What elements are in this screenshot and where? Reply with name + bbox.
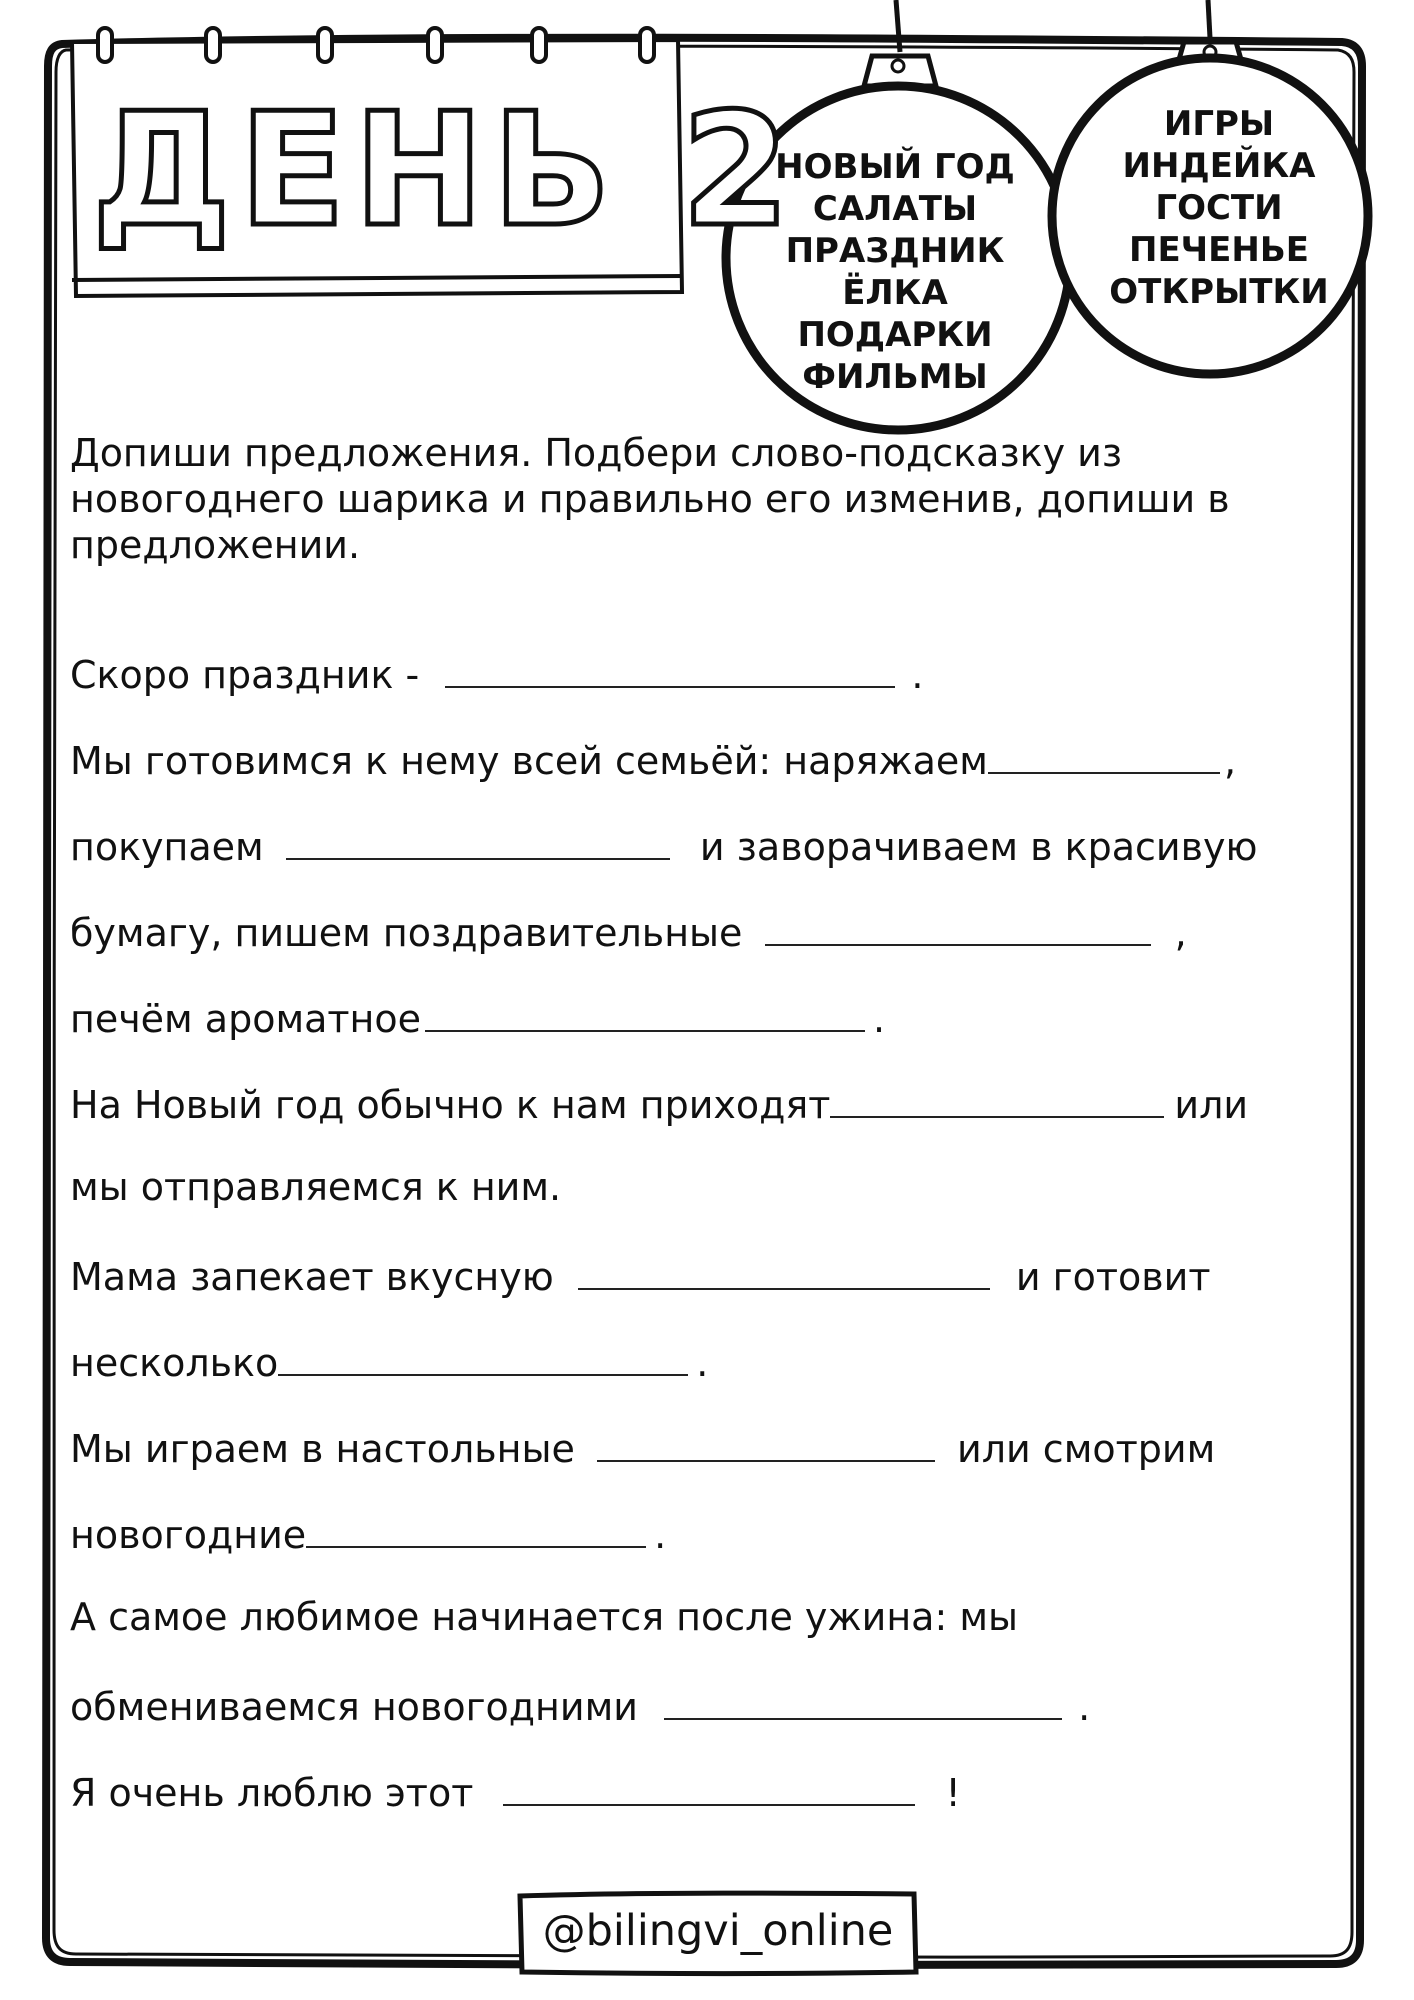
line-text: , [1174, 911, 1187, 955]
exercise-line [70, 1336, 1354, 1386]
line-text: новогодние [70, 1513, 307, 1557]
exercise-line [70, 1766, 1354, 1816]
answer-blank[interactable] [578, 1250, 990, 1290]
exercise-line [70, 1594, 1354, 1640]
line-text: На Новый год обычно к нам приходят [70, 1083, 831, 1127]
line-text: Мама запекает вкусную [70, 1255, 554, 1299]
exercise-line [70, 1508, 1354, 1558]
line-text: . [696, 1341, 709, 1385]
answer-blank[interactable] [988, 734, 1220, 774]
hint-word: ГОСТИ [1155, 188, 1283, 228]
hint-word: САЛАТЫ [812, 189, 978, 229]
author-handle: @bilingvi_online [542, 1906, 894, 1956]
instructions: Допиши предложения. Подбери слово-подсказку из новогоднего шарика и правильно его изменив, допиши в предложении. [70, 431, 1230, 567]
line-text: ! [945, 1771, 961, 1815]
exercise-line [70, 1250, 1354, 1300]
answer-blank[interactable] [503, 1766, 915, 1806]
answer-blank[interactable] [278, 1336, 688, 1376]
day-title: ДЕНЬ 2 [92, 79, 798, 261]
line-text: Мы готовимся к нему всей семьёй: наряжаем [70, 739, 988, 783]
line-text: или смотрим [957, 1427, 1216, 1471]
hint-word: ПОДАРКИ [797, 315, 993, 355]
answer-blank[interactable] [830, 1078, 1164, 1118]
answer-blank[interactable] [286, 820, 670, 860]
line-text: мы отправляемся к ним. [70, 1165, 562, 1209]
line-text: Скоро праздник - [70, 653, 420, 697]
line-text: , [1223, 739, 1237, 783]
hint-word: НОВЫЙ ГОД [775, 147, 1015, 187]
hint-ball-2-words [1074, 103, 1364, 313]
exercise-line [70, 1164, 1354, 1210]
exercise-line [70, 992, 1354, 1042]
line-text: и готовит [1015, 1255, 1211, 1299]
exercise-line [70, 1078, 1354, 1128]
exercise-line [70, 906, 1354, 956]
exercise-line [70, 820, 1354, 870]
line-text: . [911, 653, 924, 697]
hint-word: ЁЛКА [842, 273, 948, 313]
hint-word: ИНДЕЙКА [1122, 146, 1316, 186]
line-text: обмениваемся новогодними [70, 1685, 638, 1729]
answer-blank[interactable] [445, 648, 895, 688]
hint-word: ПРАЗДНИК [785, 231, 1005, 271]
answer-blank[interactable] [597, 1422, 935, 1462]
line-text: покупаем [70, 825, 264, 869]
answer-blank[interactable] [425, 992, 865, 1032]
hint-word: ФИЛЬМЫ [802, 357, 988, 397]
exercise-line [70, 1422, 1354, 1472]
line-text: несколько [70, 1341, 279, 1385]
line-text: . [654, 1513, 667, 1557]
exercise-line [70, 648, 1354, 698]
line-text: Я очень люблю этот [70, 1771, 474, 1815]
line-text: и заворачиваем в красивую [699, 825, 1258, 869]
exercise-line [70, 1680, 1354, 1730]
hint-word: ОТКРЫТКИ [1109, 272, 1329, 312]
answer-blank[interactable] [306, 1508, 646, 1548]
answer-blank[interactable] [765, 906, 1151, 946]
line-text: или [1174, 1083, 1249, 1127]
answer-blank[interactable] [664, 1680, 1062, 1720]
line-text: . [1078, 1685, 1091, 1729]
exercise-line [70, 734, 1354, 784]
hint-word: ИГРЫ [1163, 104, 1275, 144]
line-text: печём ароматное [70, 997, 422, 1041]
hint-word: ПЕЧЕНЬЕ [1129, 230, 1309, 270]
hint-ball-1-words [730, 146, 1060, 398]
line-text: . [873, 997, 886, 1041]
line-text: Мы играем в настольные [70, 1427, 575, 1471]
line-text: А самое любимое начинается после ужина: мы [70, 1595, 1018, 1639]
line-text: бумагу, пишем поздравительные [70, 911, 743, 955]
